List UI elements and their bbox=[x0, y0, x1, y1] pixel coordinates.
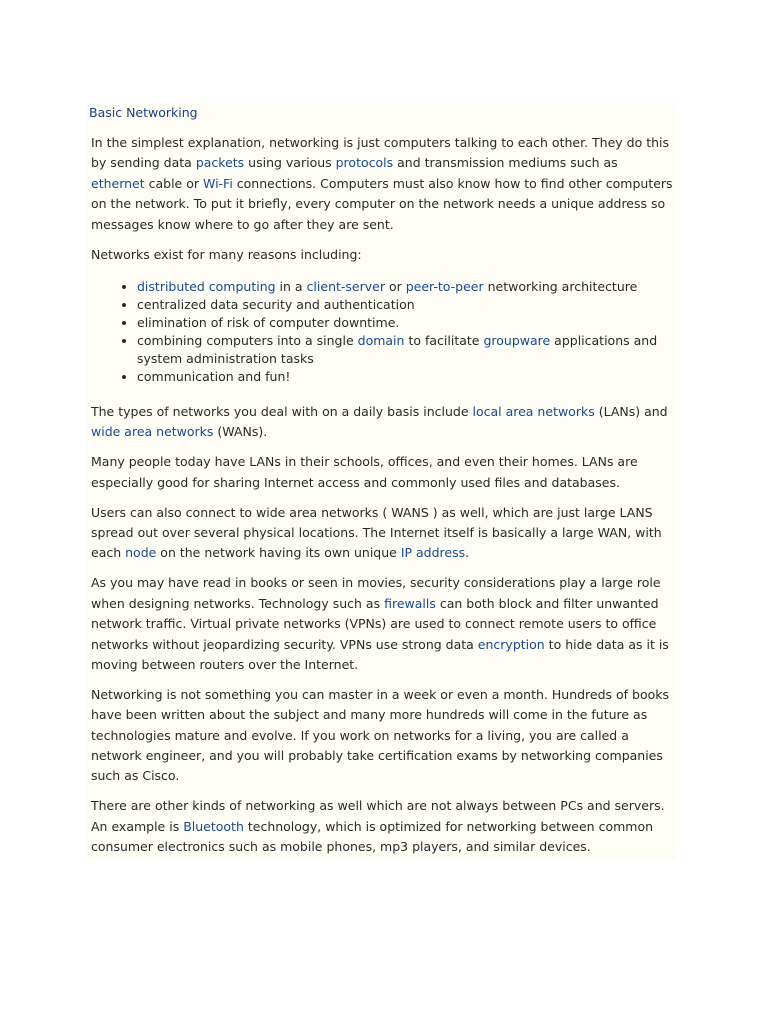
link-peer-to-peer[interactable]: peer-to-peer bbox=[405, 278, 484, 294]
text-segment: in a bbox=[275, 278, 307, 294]
list-item: • communication and fun! bbox=[137, 368, 675, 386]
link-node[interactable]: node bbox=[125, 545, 157, 561]
text-segment: networking architecture bbox=[483, 278, 638, 294]
paragraph-intro bbox=[91, 133, 675, 235]
text-segment: applications and system administration tasks bbox=[137, 332, 658, 366]
link-distributed-computing[interactable]: distributed computing bbox=[137, 278, 276, 294]
text-segment: . bbox=[465, 545, 470, 561]
link-local-area-networks[interactable]: local area networks bbox=[472, 403, 595, 419]
page-title: Basic Networking bbox=[89, 105, 198, 120]
reasons-list bbox=[91, 278, 675, 386]
text-segment: There are other kinds of networking as well which are not always between PCs and servers. An example is bbox=[91, 798, 665, 834]
text-segment: In the simplest explanation, networking is just computers talking to each other. They do this by sending data bbox=[91, 135, 670, 171]
link-wi-fi[interactable]: Wi-Fi bbox=[202, 175, 233, 191]
link-wide-area-networks[interactable]: wide area networks bbox=[91, 424, 214, 440]
text-segment: combining computers into a single bbox=[137, 332, 358, 348]
text-segment: to facilitate bbox=[404, 332, 484, 348]
paragraph-wans bbox=[91, 503, 675, 564]
list-item: • centralized data security and authentication bbox=[137, 296, 675, 314]
text-segment: or bbox=[384, 278, 406, 294]
link-ethernet[interactable]: ethernet bbox=[91, 175, 145, 191]
link-ip-address[interactable]: IP address bbox=[400, 545, 466, 561]
paragraph-lans: Many people today have LANs in their schools, offices, and even their homes. LANs are especially good for sharing Internet access and commonly used files and databases. bbox=[91, 454, 638, 490]
text-segment: cable or bbox=[144, 175, 203, 191]
text-segment: (WANs). bbox=[213, 424, 268, 440]
link-firewalls[interactable]: firewalls bbox=[384, 595, 436, 611]
link-domain[interactable]: domain bbox=[357, 332, 405, 348]
paragraph-security bbox=[91, 573, 675, 675]
list-item bbox=[137, 278, 675, 296]
link-encryption[interactable]: encryption bbox=[477, 636, 545, 652]
text-segment: technology, which is optimized for networking between common consumer electronics such as mobile phones, mp3 players, and similar devices. bbox=[91, 818, 654, 855]
list-item bbox=[137, 332, 675, 368]
link-protocols[interactable]: protocols bbox=[335, 155, 394, 171]
text-segment: on the network having its own unique bbox=[156, 545, 401, 561]
text-segment: (LANs) and bbox=[594, 403, 668, 419]
link-groupware[interactable]: groupware bbox=[483, 332, 551, 348]
text-segment: Users can also connect to wide area networks ( WANS ) as well, which are just large LANS spread out over several physical locations. The Internet itself is basically a large WAN, with each bbox=[91, 504, 662, 561]
text-segment: As you may have read in books or seen in movies, security considerations play a large role when designing networks. Technology such as bbox=[91, 575, 661, 611]
text-segment: using various bbox=[244, 155, 336, 171]
text-segment: can both block and filter unwanted network traffic. Virtual private networks (VPNs) are used to connect remote users to office networks without jeopardizing security. VPNs use strong data bbox=[91, 595, 659, 652]
link-bluetooth[interactable]: Bluetooth bbox=[183, 818, 244, 834]
paragraph-other-networking bbox=[91, 796, 675, 857]
list-item: • elimination of risk of computer downtime. bbox=[137, 314, 675, 332]
link-client-server[interactable]: client-server bbox=[306, 278, 385, 294]
text-segment: The types of networks you deal with on a daily basis include bbox=[91, 403, 473, 419]
paragraph-mastery: Networking is not something you can master in a week or even a month. Hundreds of books have been written about the subject and many more hundreds will come in the future as technologies mature and evolve. If you work on networks for a living, you are called a network engineer, and you will probably take certification exams by networking companies such as Cisco. bbox=[91, 686, 670, 784]
paragraph-reasons: Networks exist for many reasons including: bbox=[91, 246, 362, 262]
link-packets[interactable]: packets bbox=[195, 155, 245, 171]
article-body bbox=[91, 133, 675, 867]
text-segment: to hide data as it is moving between routers over the Internet. bbox=[91, 636, 669, 672]
paragraph-network-types bbox=[91, 402, 675, 443]
text-segment: connections. Computers must also know how to find other computers on the network. To put it briefly, every computer on the network needs a unique address so messages know where to go after they are sent. bbox=[91, 175, 673, 232]
text-segment: and transmission mediums such as bbox=[393, 155, 618, 171]
